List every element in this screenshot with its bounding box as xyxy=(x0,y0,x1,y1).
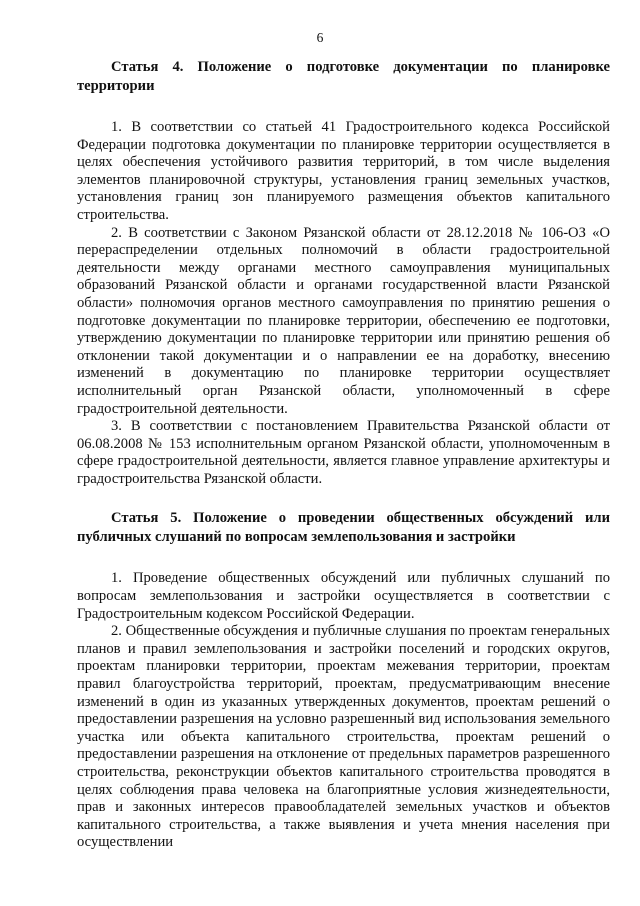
paragraph-4-3: 3. В соответствии с постановлением Правительства Рязанской области от 06.08.2008 № 153 исполнительным органом Рязанской области, уполномоченным в сфере градостроительной деятельности, является главное управление архитектуры и градостроительства Рязанской области. xyxy=(77,418,610,487)
paragraph-5-2: 2. Общественные обсуждения и публичные слушания по проектам генеральных планов и правил землепользования и застройки поселений и городских округов, проектам планировки территории, проектам межевания территории, проектам правил благоустройства территорий, проектам, предусматривающим внесение изменений в один из указанных утвержденных документов, проектам решений о предоставлении разрешения на условно разрешенный вид использования земельного участка или объекта капитального строительства, проектам решений о предоставлении разрешения на отклонение от предельных параметров разрешенного строительства, реконструкции объектов капитального строительства проводятся в целях соблюдения права человека на благоприятные условия жизнедеятельности, прав и законных интересов правообладателей земельных участков и объектов капитального строительства, а также выявления и учета мнения населения при осуществлении xyxy=(77,623,610,851)
paragraph-5-1: 1. Проведение общественных обсуждений или публичных слушаний по вопросам землепользования и застройки осуществляется в соответствии с Градостроительным кодексом Российской Федерации. xyxy=(77,570,610,622)
document-body xyxy=(77,58,610,852)
page-number: 6 xyxy=(316,30,324,45)
section-heading-article-4: Статья 4. Положение о подготовке документации по планировке территории xyxy=(77,59,610,94)
paragraph-4-1: 1. В соответствии со статьей 41 Градостроительного кодекса Российской Федерации подготовка документации по планировке территории осуществляется в целях обеспечения устойчивого развития территорий, в том числе выделения элементов планировочной структуры, установления границ земельных участков, установления границ зон планируемого размещения объектов капитального строительства. xyxy=(77,119,610,223)
paragraph-4-2: 2. В соответствии с Законом Рязанской области от 28.12.2018 № 106-ОЗ «О перераспределении отдельных полномочий в области градостроительной деятельности между органами местного самоуправления муниципальных образований Рязанской области и органами государственной власти Рязанской области» полномочия органов местного самоуправления по принятию решения о подготовке документации по планировке территории, обеспечению ее подготовки, утверждению документации по планировке территории или принятию решения об отклонении такой документации и о направлении ее на доработку, внесению изменений в документацию по планировке территории осуществляет исполнительный орган Рязанской области, уполномоченный в сфере градостроительной деятельности. xyxy=(77,224,610,417)
section-heading-article-5: Статья 5. Положение о проведении общественных обсуждений или публичных слушаний по вопросам землепользования и застройки xyxy=(77,510,610,546)
